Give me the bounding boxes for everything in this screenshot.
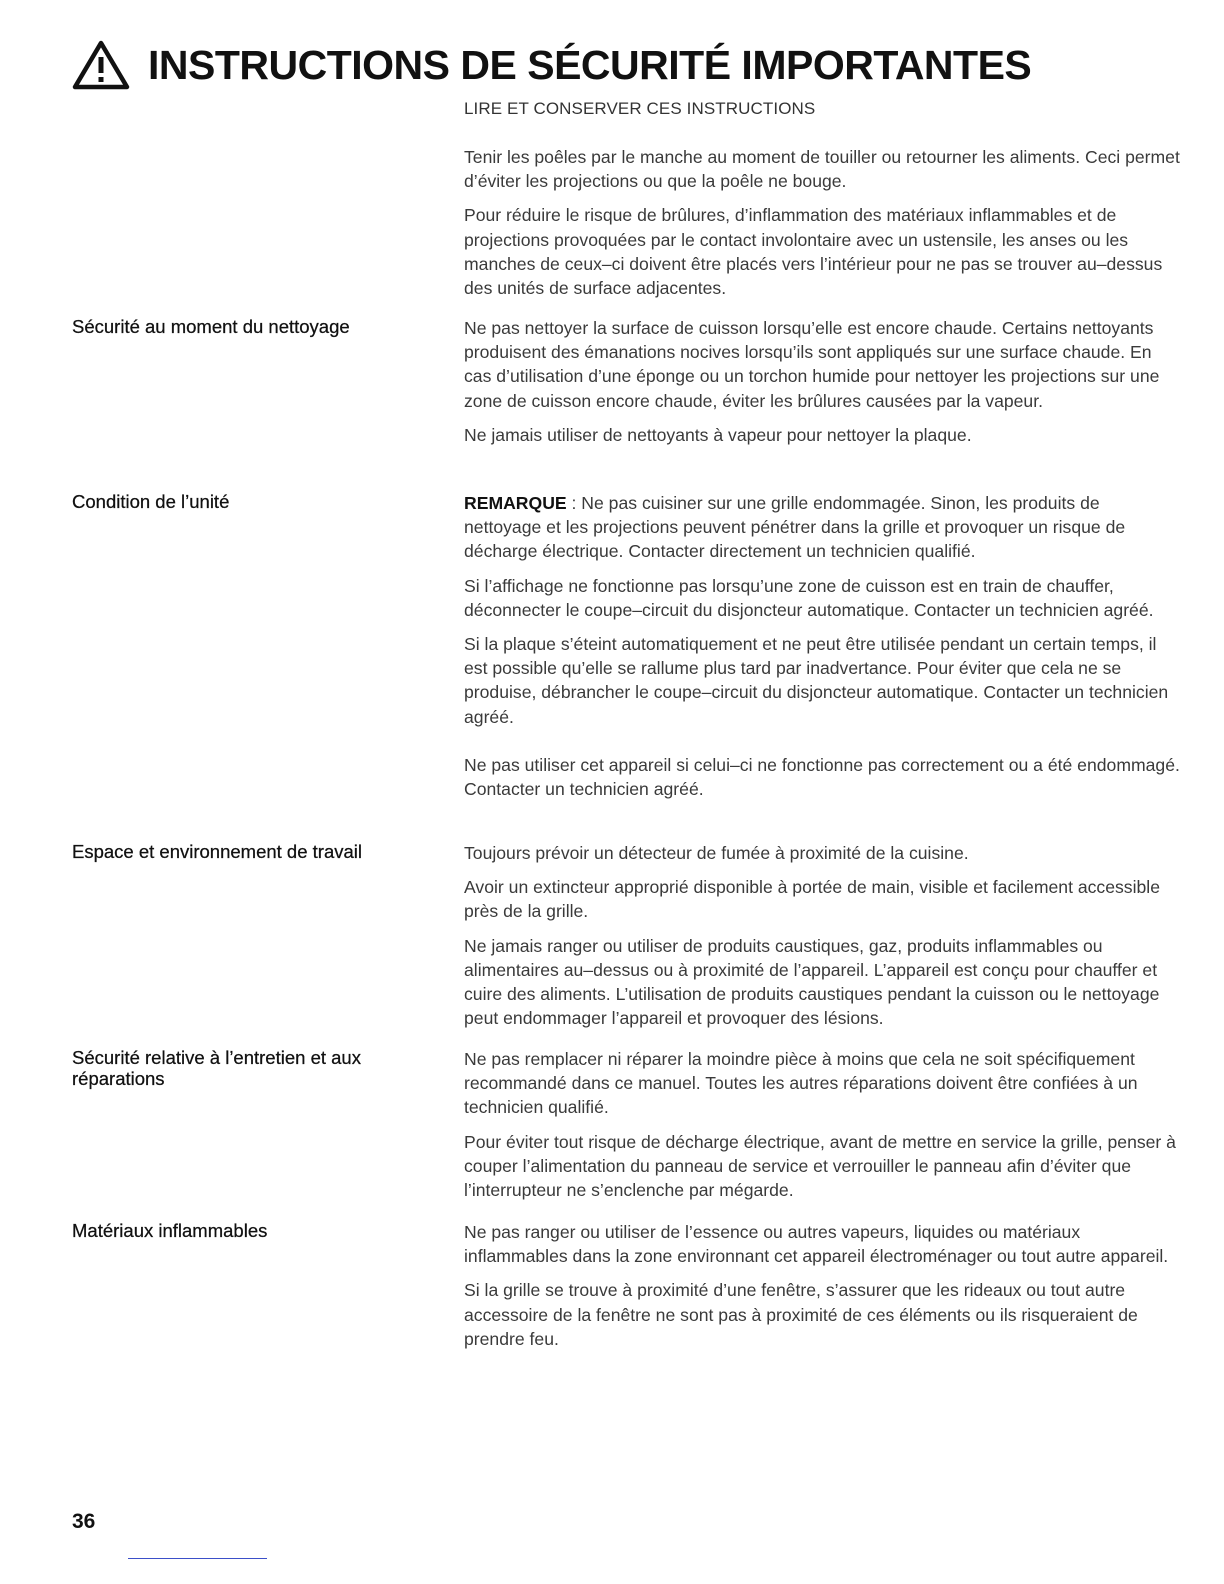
section-paragraph: Si la grille se trouve à proximité d’une fenêtre, s’assurer que les rideaux ou tout autre accessoire de la fenêtre ne sont pas à proximité de ces éléments ou ils risqueraient de prendre feu. [464, 1280, 1138, 1349]
section-heading: Matériaux inflammables [72, 1220, 268, 1241]
remarque-paragraph [464, 491, 1180, 564]
section-paragraph: Ne jamais utiliser de nettoyants à vapeur pour nettoyer la plaque. [464, 424, 972, 445]
section-paragraph: Ne pas utiliser cet appareil si celui–ci ne fonctionne pas correctement ou a été endommagé. Contacter un technicien agréé. [464, 754, 1180, 800]
footer-divider [128, 1558, 267, 1559]
section-paragraph: Ne pas remplacer ni réparer la moindre pièce à moins que cela ne soit spécifiquement recommandé dans ce manuel. Toutes les autres réparations doivent être confiées à un technicien qualifié. [464, 1049, 1138, 1118]
section-paragraph: Ne jamais ranger ou utiliser de produits caustiques, gaz, produits inflammables ou alimentaires au–dessus ou à proximité de l’appareil. L’appareil est conçu pour chauffer et cuire des aliments. L’utilisation de produits caustiques pendant la cuisson ou le nettoyage peut endommager l’appareil et provoquer des lésions. [464, 935, 1160, 1029]
section-paragraph: Toujours prévoir un détecteur de fumée à proximité de la cuisine. [464, 843, 969, 863]
section-body [464, 491, 1180, 811]
intro-paragraph: Tenir les poêles par le manche au moment de touiller ou retourner les aliments. Ceci permet d’éviter les projections ou que la poêle ne bouge. [464, 147, 1180, 192]
section-heading: Espace et environnement de travail [72, 841, 363, 862]
section-paragraph: Avoir un extincteur approprié disponible à portée de main, visible et facilement accessible près de la grille. [464, 877, 1160, 922]
page-subtitle: LIRE ET CONSERVER CES INSTRUCTIONS [464, 99, 816, 118]
page-header [72, 40, 1031, 90]
page-title: INSTRUCTIONS DE SÉCURITÉ IMPORTANTES [148, 42, 1032, 88]
section-paragraph: Si la plaque s’éteint automatiquement et ne peut être utilisée pendant un certain temps, il est possible qu’elle se rallume plus tard par inadvertance. Pour éviter que cela ne se produise, débrancher le coupe–circuit du disjoncteur automatique. Contacter un technicien agréé. [464, 634, 1169, 727]
section-body [464, 1047, 1180, 1212]
intro-block [464, 145, 1180, 310]
page-number: 36 [72, 1510, 96, 1533]
section-heading: Sécurité relative à l’entretien et aux réparations [72, 1047, 361, 1089]
intro-paragraph: Pour réduire le risque de brûlures, d’inflammation des matériaux inflammables et de projections provoquées par le contact involontaire avec un ustensile, les anses ou les manches de ceux–ci doivent être placés vers l’intérieur pour ne pas se trouver au–dessus des unités de surface adjacentes. [464, 205, 1163, 299]
section-paragraph: Si l’affichage ne fonctionne pas lorsqu’une zone de cuisson est en train de chauffer, déconnecter le coupe–circuit du disjoncteur automatique. Contacter un technicien agréé. [464, 575, 1154, 620]
section-paragraph: Ne pas ranger ou utiliser de l’essence ou autres vapeurs, liquides ou matériaux inflammables dans la zone environnant cet appareil électroménager ou tout autre appareil. [464, 1222, 1169, 1267]
section-heading: Condition de l’unité [72, 491, 230, 512]
section-body [464, 841, 1180, 1040]
section-heading: Sécurité au moment du nettoyage [72, 316, 350, 337]
remarque-text: : Ne pas cuisiner sur une grille endommagée. Sinon, les produits de nettoyage et les projections peuvent pénétrer dans la grille et provoquer un risque de décharge électrique. Contacter directement un technicien qualifié. [464, 493, 1126, 562]
section-paragraph: Ne pas nettoyer la surface de cuisson lorsqu’elle est encore chaude. Certains nettoyants produisent des émanations nocives lorsqu’ils sont appliqués sur une surface chaude. En cas d’utilisation d’une éponge ou un torchon humide pour nettoyer les projections sur une zone de cuisson encore chaude, éviter les brûlures causées par la vapeur. [464, 318, 1160, 411]
remarque-label: REMARQUE [464, 493, 567, 513]
warning-triangle-icon [72, 40, 130, 90]
section-body [464, 1220, 1180, 1361]
section-paragraph: Pour éviter tout risque de décharge électrique, avant de mettre en service la grille, penser à couper l’alimentation du panneau de service et verrouiller le panneau afin d’éviter que l’interrupteur ne s’enclenche par mégarde. [464, 1131, 1176, 1201]
section-body [464, 316, 1180, 457]
